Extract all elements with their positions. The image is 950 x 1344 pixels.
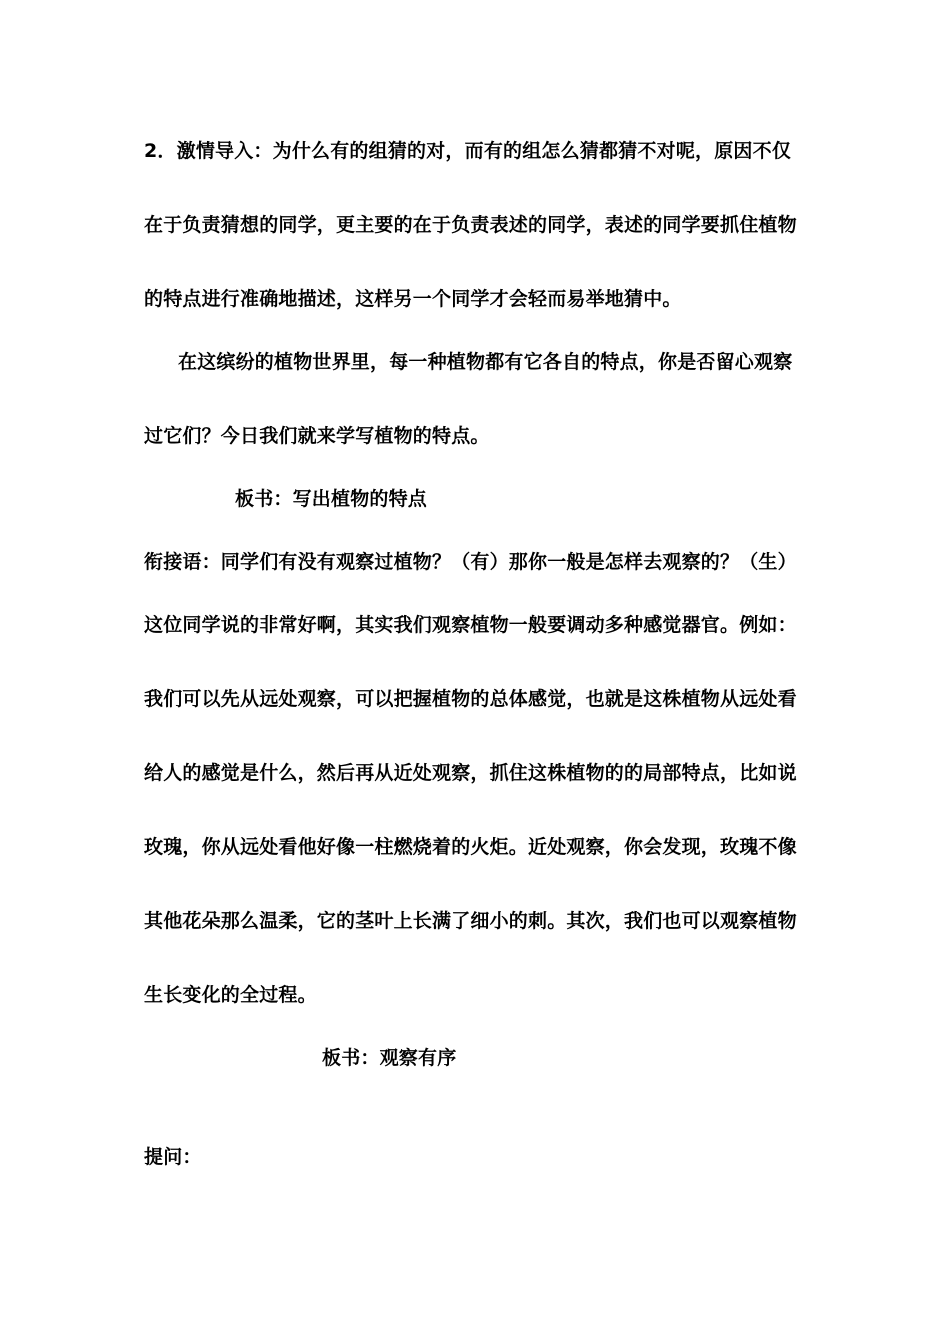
paragraph-line: 在这缤纷的植物世界里，每一种植物都有它各自的特点，你是否留心观察 — [178, 351, 793, 373]
paragraph-line: 其他花朵那么温柔，它的茎叶上长满了细小的刺。其次，我们也可以观察植物 — [144, 910, 797, 932]
question-heading: 提问： — [144, 1146, 202, 1168]
paragraph-line: 的特点进行准确地描述，这样另一个同学才会轻而易举地猜中。 — [144, 288, 682, 310]
blackboard-note: 板书：观察有序 — [322, 1047, 457, 1069]
paragraph-line: 2．激情导入：为什么有的组猜的对，而有的组怎么猜都猜不对呢，原因不仅 — [144, 140, 792, 162]
paragraph-line: 这位同学说的非常好啊，其实我们观察植物一般要调动多种感觉器官。例如： — [144, 614, 797, 636]
paragraph-line: 生长变化的全过程。 — [144, 984, 317, 1006]
paragraph-line: 玫瑰，你从远处看他好像一柱燃烧着的火炬。近处观察，你会发现，玫瑰不像 — [144, 836, 797, 858]
paragraph-line: 在于负责猜想的同学，更主要的在于负责表述的同学，表述的同学要抓住植物 — [144, 214, 797, 236]
paragraph-line: 过它们？今日我们就来学写植物的特点。 — [144, 425, 490, 447]
blackboard-note: 板书：写出植物的特点 — [235, 488, 428, 510]
paragraph-line: 我们可以先从远处观察，可以把握植物的总体感觉，也就是这株植物从远处看 — [144, 688, 797, 710]
paragraph-line: 给人的感觉是什么，然后再从近处观察，抓住这株植物的的局部特点，比如说 — [144, 762, 797, 784]
paragraph-line: 衔接语：同学们有没有观察过植物？（有）那你一般是怎样去观察的？（生） — [144, 551, 797, 573]
